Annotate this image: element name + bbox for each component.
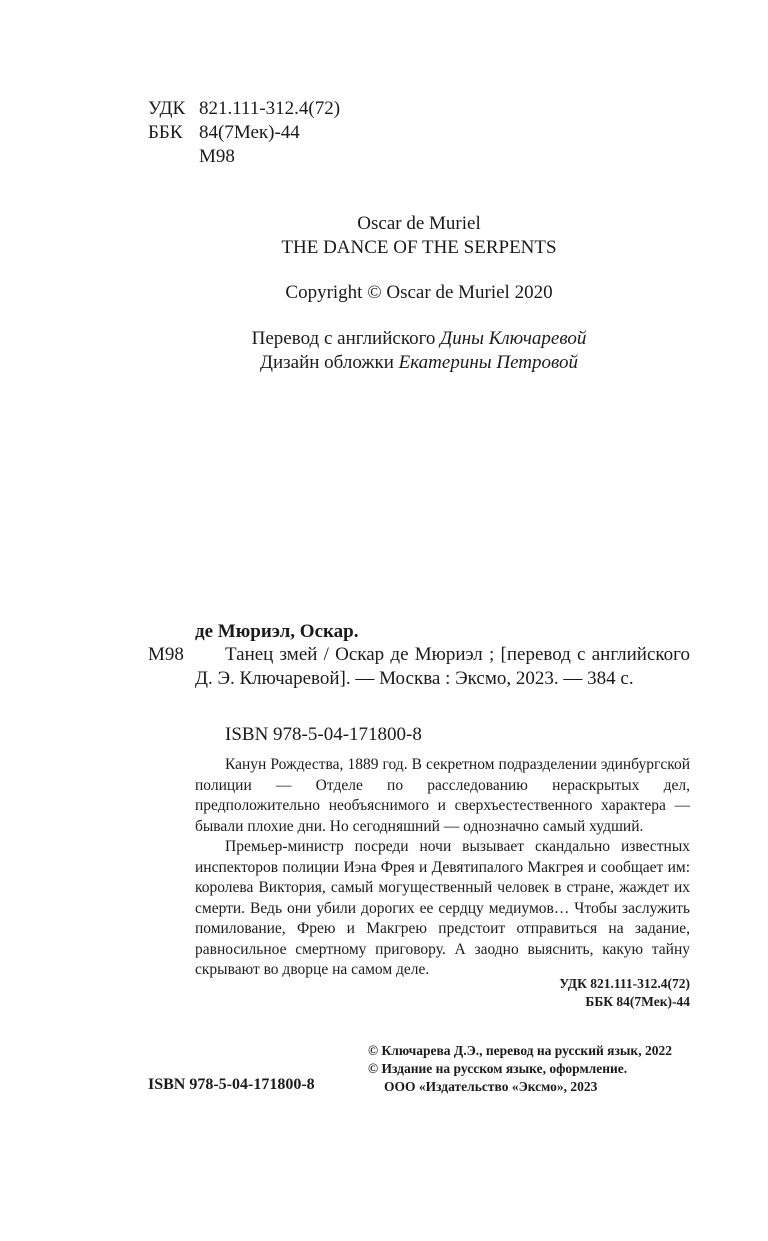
translator-name: Дины Ключаревой	[440, 328, 587, 349]
udk-row	[148, 97, 340, 121]
author-mark: М98	[199, 146, 235, 167]
annotation	[195, 755, 690, 981]
classification-block	[148, 97, 340, 169]
udk-code: УДК 821.111-312.4(72)	[559, 976, 690, 991]
designer-name: Екатерины Петровой	[398, 352, 578, 373]
classification-codes	[559, 975, 690, 1011]
design-credit: Дизайн обложки Екатерины Петровой	[260, 352, 578, 373]
udk-label: УДК	[148, 98, 186, 119]
copyright-notices	[368, 1042, 672, 1096]
bibliographic-description: Танец змей / Оскар де Мюриэл ; [перевод с английского Д. Э. Ключаревой]. — Москва : Эксмо, 2023. — 384 с.	[195, 644, 690, 689]
translation-copyright: © Ключарева Д.Э., перевод на русский язык, 2022	[368, 1043, 672, 1058]
footer-isbn: ISBN 978-5-04-171800-8	[148, 1076, 315, 1093]
original-title: THE DANCE OF THE SERPENTS	[281, 237, 557, 258]
original-author: Oscar de Muriel	[357, 213, 481, 234]
bbk-row	[148, 121, 340, 145]
udk-value: 821.111-312.4(72)	[199, 98, 341, 119]
mark-row	[148, 145, 340, 169]
bbk-code: ББК 84(7Мек)-44	[585, 994, 690, 1009]
annotation-paragraph: Премьер-министр посреди ночи вызывает скандально известных инспекторов полиции Иэна Фрея и Девятипалого Макгрея и сообщает им: королева Виктория, самый могущественный человек в стране, жаждет их смерти. Ведь они убили дорогих ее сердцу медиумов… Чтобы заслужить помилование, Фрею и Макгрею предстоит отправиться на задание, равносильное смертному приговору. А заодно выяснить, какую тайну скрывают во дворце на самом деле.	[195, 838, 690, 978]
publisher-copyright: ООО «Издательство «Эксмо», 2023	[384, 1079, 598, 1094]
bibliographic-author: де Мюриэл, Оскар.	[195, 621, 359, 642]
annotation-paragraph: Канун Рождества, 1889 год. В секретном подразделении эдинбургской полиции — Отделе по расследованию нераскрытых дел, предположительно необъяснимого и сверхъестественного характера — бывали плохие дни. Но сегодняшний — однозначно самый худший.	[195, 756, 690, 835]
translation-credit: Перевод с английского Дины Ключаревой	[251, 328, 587, 349]
bbk-value: 84(7Мек)-44	[199, 122, 300, 143]
credits-block	[148, 327, 690, 375]
bbk-label: ББК	[148, 122, 183, 143]
copyright-line: Copyright © Oscar de Muriel 2020	[285, 282, 553, 303]
bibliographic-isbn: ISBN 978-5-04-171800-8	[225, 724, 422, 745]
edition-copyright: © Издание на русском языке, оформление.	[368, 1061, 628, 1076]
bibliographic-mark: М98	[148, 644, 184, 665]
original-title-block	[148, 212, 690, 260]
